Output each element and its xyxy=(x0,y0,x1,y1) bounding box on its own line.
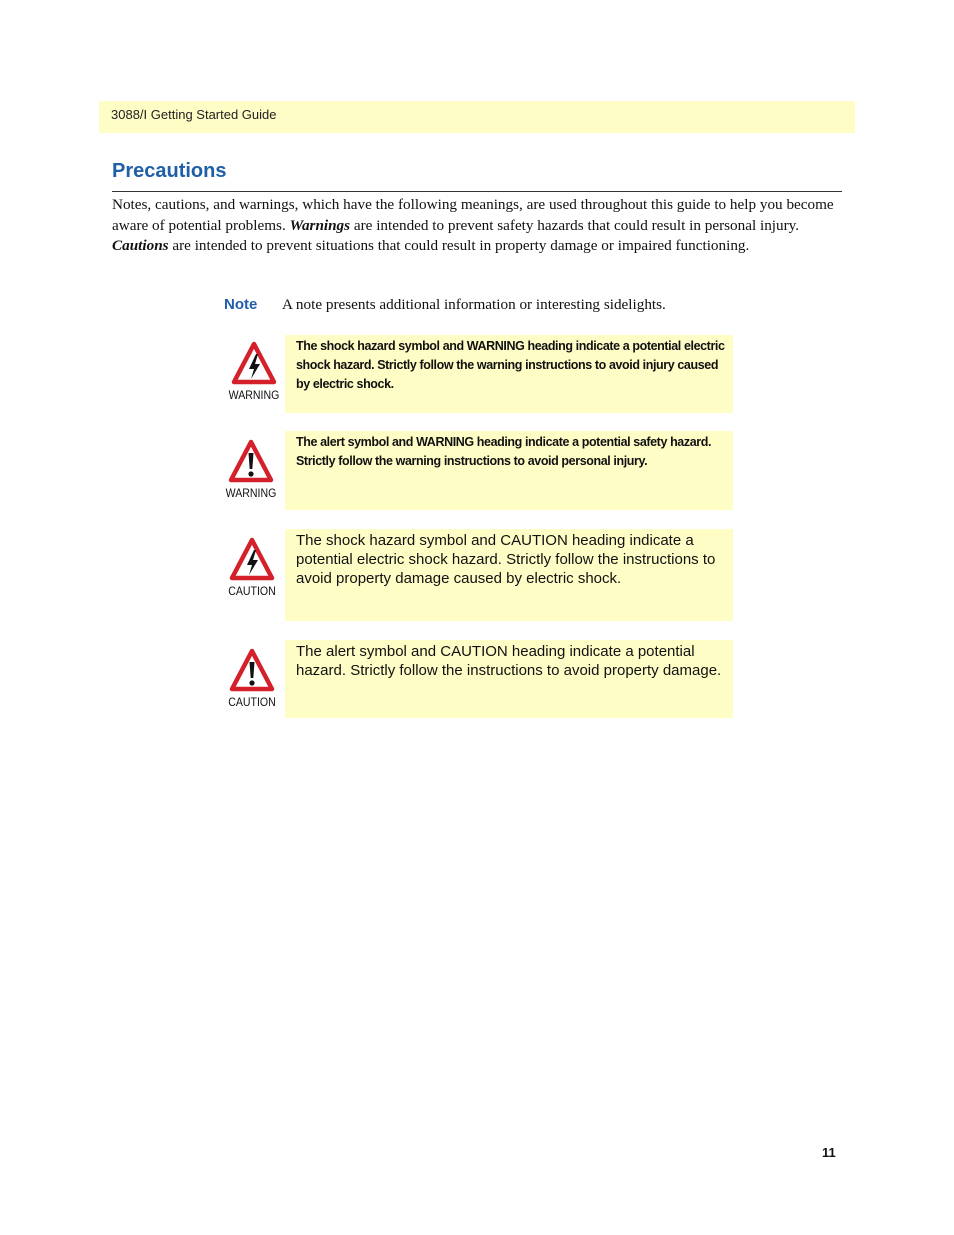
cautions-term: Cautions xyxy=(112,237,169,254)
running-header xyxy=(99,101,855,133)
header-title: 3088/I Getting Started Guide xyxy=(111,107,277,122)
notice-box xyxy=(285,431,733,510)
intro-part-1: Notes, cautions, and warnings, which have the following meanings, are used throughout this guide to help you become aware of potential problems. xyxy=(112,196,834,234)
notice-text: The shock hazard symbol and CAUTION heading indicate a potential electric shock hazard. Strictly follow the instructions to avoid property damage caused by electric shock. xyxy=(296,532,716,587)
shock-hazard-icon xyxy=(229,536,275,582)
warnings-term: Warnings xyxy=(289,216,351,234)
page-number: 11 xyxy=(822,1145,836,1160)
alert-icon xyxy=(229,647,275,693)
symbol-label: WARNING xyxy=(228,388,280,402)
notice-box xyxy=(285,335,733,413)
notice-box xyxy=(285,529,733,621)
notice-box xyxy=(285,640,733,718)
title-divider xyxy=(112,191,842,192)
notice-text: The shock hazard symbol and WARNING heading indicate a potential electric shock hazard. Strictly follow the warning instructions to avoid injury caused by electric shock. xyxy=(296,339,725,391)
notice-text: The alert symbol and CAUTION heading indicate a potential hazard. Strictly follow the instructions to avoid property damage. xyxy=(296,643,722,679)
intro-part-2: are intended to prevent safety hazards that could result in personal injury. xyxy=(350,216,800,234)
symbol-label: CAUTION xyxy=(228,695,276,709)
notice-text: The alert symbol and WARNING heading indicate a potential safety hazard. Strictly follow the warning instructions to avoid personal injury. xyxy=(296,435,712,468)
note-text: A note presents additional information or interesting sidelights. xyxy=(282,296,666,313)
alert-icon xyxy=(228,438,274,484)
shock-hazard-icon xyxy=(231,340,277,386)
symbol-label: WARNING xyxy=(225,486,277,500)
warning-alert-symbol xyxy=(221,438,281,500)
section-title: Precautions xyxy=(112,160,227,182)
intro-paragraph xyxy=(112,195,844,257)
symbol-label: CAUTION xyxy=(228,584,276,598)
note-label: Note xyxy=(224,296,258,313)
warning-shock-symbol xyxy=(224,340,284,402)
intro-part-3: are intended to prevent situations that could result in property damage or impaired functioning. xyxy=(168,237,750,254)
caution-alert-symbol xyxy=(222,647,282,709)
caution-shock-symbol xyxy=(222,536,282,598)
